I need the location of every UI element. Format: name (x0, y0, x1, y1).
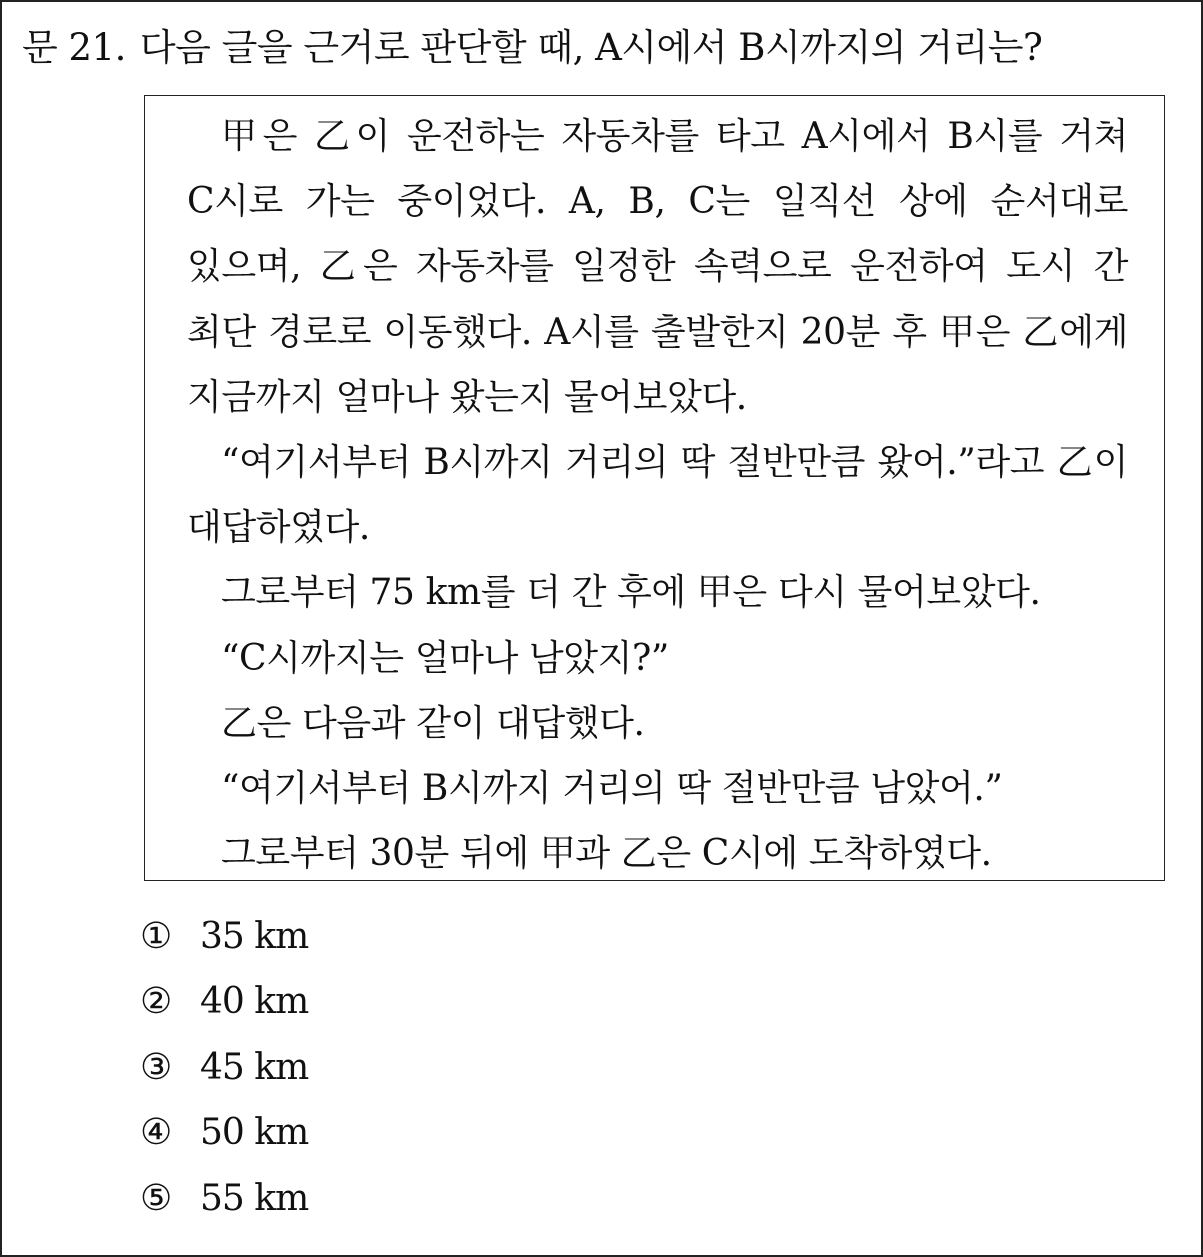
choice-text: 35 km (200, 916, 309, 957)
passage-line: 지금까지 얼마나 왔는지 물어보았다. (187, 376, 747, 418)
choice-5[interactable] (140, 1166, 308, 1231)
choice-mark: ① (140, 916, 173, 957)
passage-line: 최단 경로로 이동했다. A시를 출발한지 20분 후 甲은 乙에게 (187, 311, 1128, 353)
question-header (22, 20, 1042, 76)
choice-2[interactable] (140, 969, 308, 1034)
choice-text: 40 km (200, 981, 309, 1023)
choice-mark: ③ (140, 1046, 173, 1088)
answer-choices (140, 904, 308, 1231)
choice-4[interactable] (140, 1100, 308, 1165)
choice-mark: ④ (140, 1112, 173, 1154)
passage-box (144, 95, 1165, 881)
choice-3[interactable] (140, 1035, 308, 1100)
passage-line: “여기서부터 B시까지 거리의 딱 절반만큼 남았어.” (221, 767, 1003, 809)
choice-mark: ⑤ (140, 1177, 173, 1219)
passage-line: 乙은 다음과 같이 대답했다. (221, 702, 645, 744)
passage-line: “여기서부터 B시까지 거리의 딱 절반만큼 왔어.”라고 乙이 (221, 441, 1128, 483)
passage-line: 그로부터 75 km를 더 간 후에 甲은 다시 물어보았다. (221, 572, 1041, 614)
question-number: 문 21. (22, 26, 126, 69)
passage-line: “C시까지는 얼마나 남았지?” (221, 637, 669, 679)
choice-1[interactable] (140, 904, 308, 969)
choice-text: 50 km (200, 1112, 309, 1154)
choice-text: 55 km (200, 1177, 309, 1219)
passage-line: 그로부터 30분 뒤에 甲과 乙은 C시에 도착하였다. (221, 833, 992, 875)
question-text: 다음 글을 근거로 판단할 때, A시에서 B시까지의 거리는? (139, 26, 1043, 69)
choice-mark: ② (140, 981, 173, 1023)
passage-line: 대답하였다. (187, 507, 370, 549)
choice-text: 45 km (200, 1046, 309, 1088)
passage-line: 있으며, 乙은 자동차를 일정한 속력으로 운전하여 도시 간 (187, 246, 1128, 288)
passage-line: 甲은 乙이 운전하는 자동차를 타고 A시에서 B시를 거쳐 (221, 116, 1128, 157)
passage-line: C시로 가는 중이었다. A, B, C는 일직선 상에 순서대로 (187, 181, 1128, 223)
